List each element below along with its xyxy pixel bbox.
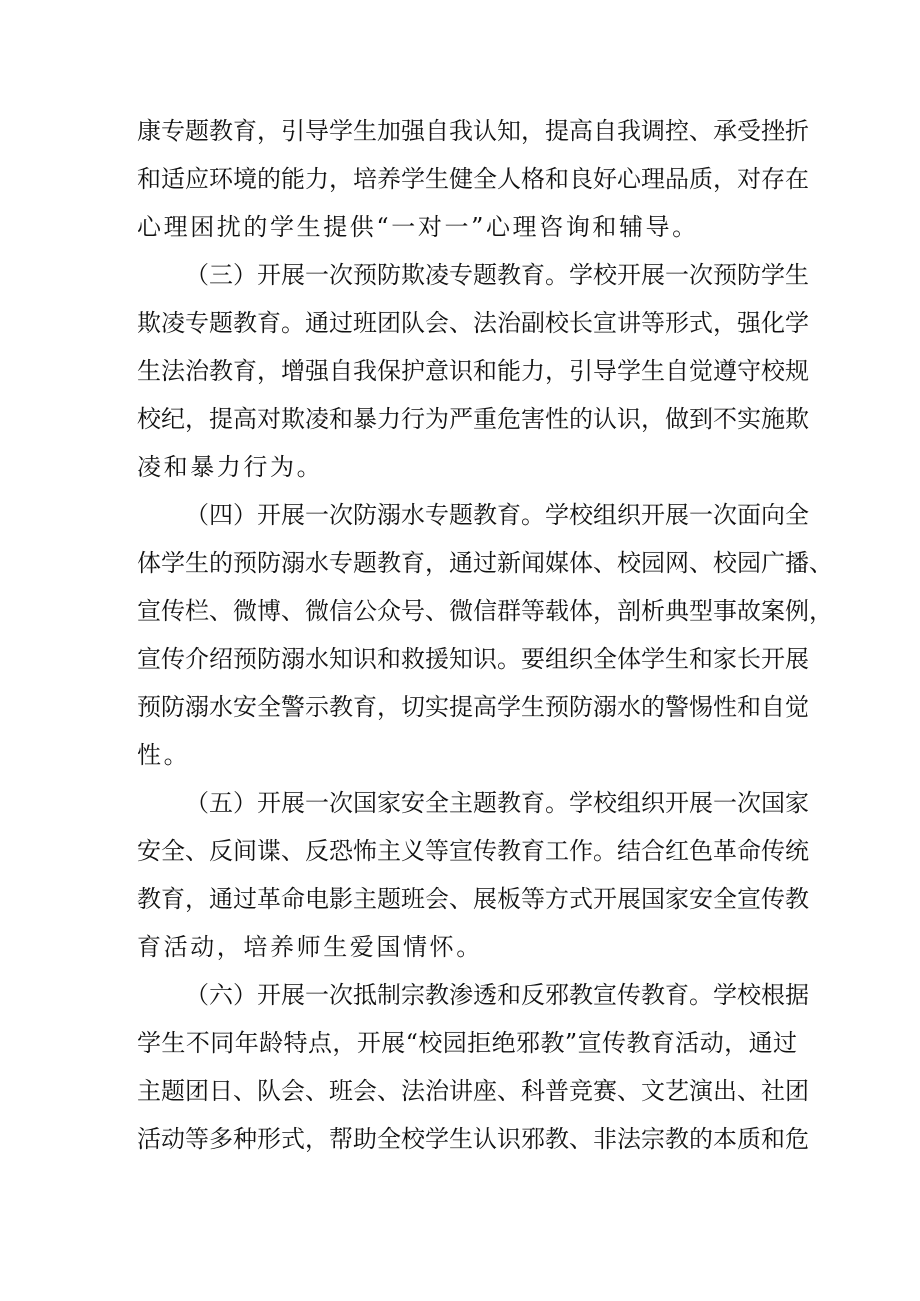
text-line: 欺凌专题教育。通过班团队会、法治副校长宣讲等形式，强化学 [137,309,809,337]
text-line: 体学生的预防溺水专题教育，通过新闻媒体、校园网、校园广播、 [137,549,833,577]
text-line: 心理困扰的学生提供“一对一”心理咨询和辅导。 [137,213,699,241]
text-line: 活动等多种形式，帮助全校学生认识邪教、非法宗教的本质和危 [137,1125,809,1153]
text-line: 安全、反间谍、反恐怖主义等宣传教育工作。结合红色革命传统 [137,837,809,865]
text-line: 宣传介绍预防溺水知识和救援知识。要组织全体学生和家长开展 [137,645,809,673]
text-line: 教育，通过革命电影主题班会、展板等方式开展国家安全宣传教 [137,885,809,913]
text-line: 育活动，培养师生爱国情怀。 [137,933,483,961]
text-line: 预防溺水安全警示教育，切实提高学生预防溺水的警惕性和自觉 [137,693,809,721]
text-line: 性。 [137,741,191,769]
text-line: 康专题教育，引导学生加强自我认知，提高自我调控、承受挫折 [137,117,809,145]
paragraph-start-line: （五）开展一次国家安全主题教育。学校组织开展一次国家 [185,789,809,817]
text-line: 学生不同年龄特点，开展“校园拒绝邪教”宣传教育活动，通过 [137,1029,797,1057]
text-line: 凌和暴力行为。 [137,453,324,481]
paragraph-start-line: （三）开展一次预防欺凌专题教育。学校开展一次预防学生 [185,261,809,289]
paragraph-start-line: （六）开展一次抵制宗教渗透和反邪教宣传教育。学校根据 [185,981,809,1009]
text-line: 生法治教育，增强自我保护意识和能力，引导学生自觉遵守校规 [137,357,809,385]
paragraph-start-line: （四）开展一次防溺水专题教育。学校组织开展一次面向全 [185,501,809,529]
text-line: 和适应环境的能力，培养学生健全人格和良好心理品质，对存在 [137,165,809,193]
text-line: 宣传栏、微博、微信公众号、微信群等载体，剖析典型事故案例， [137,597,833,625]
text-line: 校纪，提高对欺凌和暴力行为严重危害性的认识，做到不实施欺 [137,405,809,433]
text-line: 主题团日、队会、班会、法治讲座、科普竞赛、文艺演出、社团 [137,1077,809,1105]
